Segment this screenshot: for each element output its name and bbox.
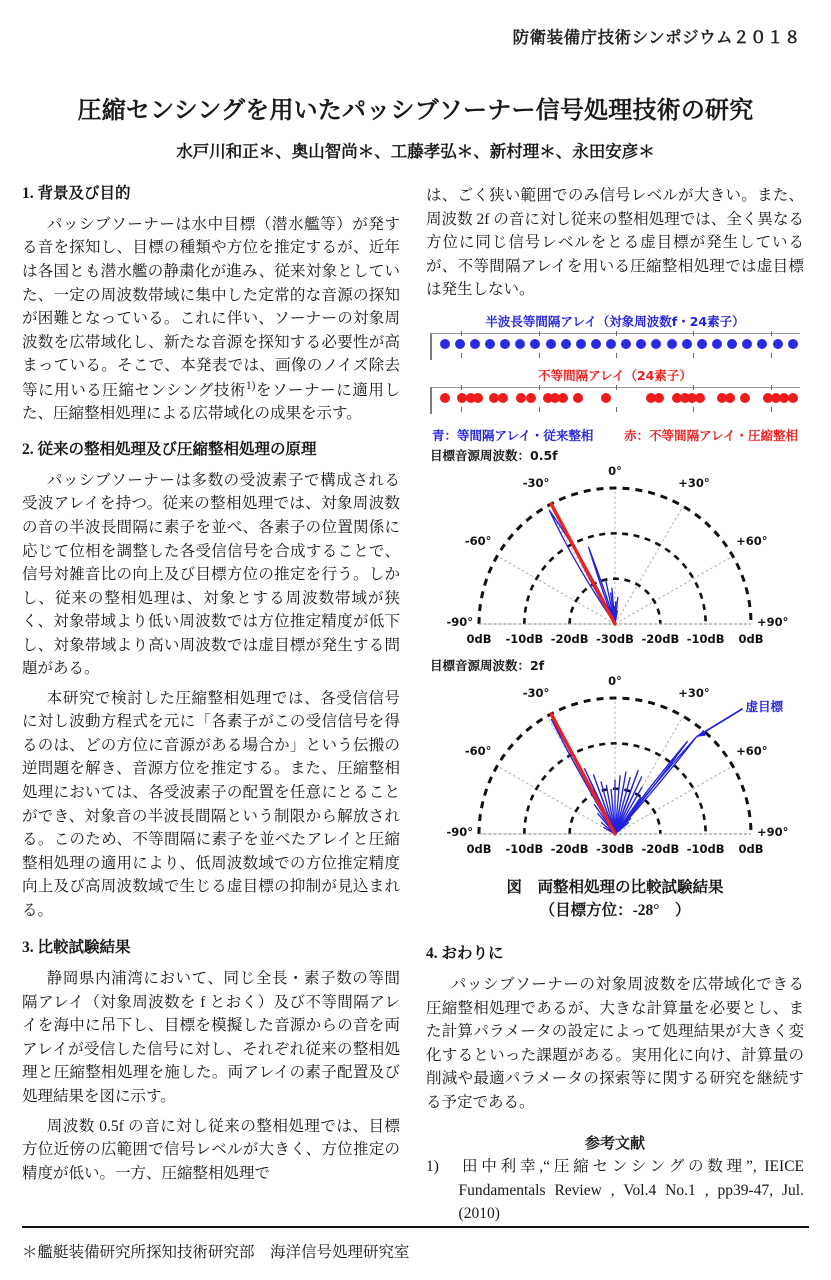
- section-1-heading: 1. 背景及び目的: [22, 185, 131, 202]
- reference-marker: 1): [246, 379, 256, 392]
- running-head: 防衛装備庁技術シンポジウム２０１８: [512, 28, 801, 47]
- array-element-dot: [757, 339, 767, 349]
- array-element-dot: [561, 339, 571, 349]
- svg-text:-90°: -90°: [446, 614, 473, 629]
- svg-text:+60°: +60°: [736, 533, 768, 548]
- section-3-paragraph-2: 周波数 0.5f の音に対し従来の整相処理では、目標方位近傍の広範囲で信号レベルが大きく、方位推定の精度が低い。一方、圧縮整相処理で: [22, 1117, 400, 1182]
- section-4-heading: 4. おわりに: [426, 945, 504, 963]
- figure-caption-line-1: 図 両整相処理の比較試験結果: [506, 878, 724, 896]
- array-element-dot: [788, 393, 798, 403]
- svg-text:-10dB: -10dB: [686, 631, 725, 646]
- array-ruler-tick: [693, 353, 694, 358]
- uniform-array-caption: 半波長等間隔アレイ（対象周波数f・24素子）: [485, 313, 745, 329]
- section-2-heading: 2. 従来の整相処理及び圧縮整相処理の原理: [22, 441, 317, 458]
- array-ruler-tick: [539, 331, 540, 336]
- array-element-dot: [651, 339, 661, 349]
- references-heading: 参考文献: [584, 1136, 645, 1153]
- array-ruler-tick: [693, 331, 694, 336]
- array-element-dot: [682, 339, 692, 349]
- svg-text:+30°: +30°: [678, 685, 710, 700]
- array-element-dot: [591, 339, 601, 349]
- array-element-dot: [516, 393, 526, 403]
- array-ruler-tick: [616, 331, 617, 336]
- reference-item-1: 1) 田中利幸,“圧縮センシングの数理”, IEICE Fundamentals Review , Vol.4 No.1 , pp39-47, Jul. (2010): [426, 1158, 804, 1222]
- array-element-dot: [788, 339, 798, 349]
- svg-text:+90°: +90°: [757, 824, 789, 839]
- nonuniform-array-caption: 不等間隔アレイ（24素子）: [538, 367, 692, 383]
- array-element-dot: [573, 393, 583, 403]
- figure-caption-line-2: （目標方位：-28° ）: [539, 901, 691, 919]
- array-ruler-tick: [771, 353, 772, 358]
- array-element-dot: [740, 393, 750, 403]
- array-element-dot: [440, 393, 450, 403]
- array-element-dot: [773, 339, 783, 349]
- svg-text:0dB: 0dB: [738, 631, 764, 646]
- svg-text:-20dB: -20dB: [641, 631, 680, 646]
- array-element-dot: [654, 393, 664, 403]
- svg-text:-20dB: -20dB: [550, 631, 589, 646]
- author-list: 水戸川和正＊、奥山智尚＊、工藤孝弘＊、新村理＊、永田安彦＊: [176, 142, 655, 161]
- array-element-dot: [515, 339, 525, 349]
- svg-text:-30°: -30°: [522, 685, 550, 700]
- array-element-dot: [455, 339, 465, 349]
- array-ruler-tick: [771, 407, 772, 412]
- legend-red-label: 赤：不等間隔アレイ・圧縮整相: [624, 427, 798, 443]
- svg-text:-30dB: -30dB: [596, 631, 634, 646]
- array-element-dot: [621, 339, 631, 349]
- svg-text:虚目標: 虚目標: [745, 698, 784, 714]
- uniform-array-diagram: [430, 333, 800, 360]
- array-element-dot: [470, 339, 480, 349]
- svg-text:-60°: -60°: [464, 533, 492, 548]
- array-element-dot: [500, 339, 510, 349]
- array-element-dot: [546, 339, 556, 349]
- array-element-dot: [473, 393, 483, 403]
- array-element-dot: [636, 339, 646, 349]
- array-element-dot: [498, 393, 508, 403]
- section-3-paragraph-1: 静岡県内浦湾において、同じ全長・素子数の等間隔アレイ（対象周波数を f とおく）及び不等間隔アレイを海中に吊下し、目標を模擬した音源からの音を両アレイが受信した信号に対し、それぞれ従来の整相処理と圧縮整相処理を施した。両アレイの素子配置及び処理結果を図に示す。: [22, 970, 400, 1105]
- array-ruler-tick: [693, 407, 694, 412]
- svg-text:-10dB: -10dB: [505, 631, 544, 646]
- right-column: [426, 184, 804, 1225]
- section-2-paragraph-2: 本研究で検討した圧縮整相処理では、各受信信号に対し波動方程式を元に「各素子がこの受信信号を得るのは、どの方位に音源がある場合か」という伝搬の逆問題を解き、音源方位を推定する。また、圧縮整相処理においては、各受波素子の配置を任意にとることができ、対象音の半波長間隔という制限から解放される。このため、不等間隔に素子を並べたアレイと圧縮整相処理の適用により、低周波数域での方位推定精度向上及び高周波数域で生じる虚目標の抑制が見込まれる。: [22, 689, 400, 919]
- svg-text:-10dB: -10dB: [505, 841, 544, 856]
- array-element-dot: [530, 339, 540, 349]
- array-ruler-tick: [461, 385, 462, 390]
- svg-text:-30dB: -30dB: [596, 841, 634, 856]
- section-2-paragraph-1: パッシブソーナーは多数の受波素子で構成される受波アレイを持つ。従来の整相処理では、対象周波数の音の半波長間隔に素子を並べ、各素子の位置関係に応じて位相を調整した各受信信号を合成することで、信号対雑音比の向上及び目標方位の推定を行う。しかし、従来の整相処理は、対象とする周波数帯域が狭く、対象帯域より低い周波数では方位推定精度が低下し、対象帯域より高い周波数では虚目標が発生する問題がある。: [22, 471, 400, 678]
- figure: [426, 312, 804, 923]
- plot-2-label: 目標音源周波数：2f: [430, 657, 545, 673]
- array-ruler-tick: [539, 353, 540, 358]
- page-title: 圧縮センシングを用いたパッシブソーナー信号処理技術の研究: [77, 98, 754, 124]
- svg-text:0dB: 0dB: [466, 841, 492, 856]
- polar-plot-1: [426, 464, 804, 652]
- svg-text:-90°: -90°: [446, 824, 473, 839]
- svg-text:0dB: 0dB: [466, 631, 492, 646]
- array-ruler-tick: [461, 407, 462, 412]
- array-element-dot: [485, 339, 495, 349]
- array-element-dot: [558, 393, 568, 403]
- svg-text:0°: 0°: [608, 673, 622, 688]
- section-3-heading: 3. 比較試験結果: [22, 939, 131, 957]
- svg-text:+60°: +60°: [736, 743, 768, 758]
- svg-text:0°: 0°: [608, 463, 622, 478]
- array-ruler-tick: [539, 407, 540, 412]
- array-ruler-tick: [616, 385, 617, 390]
- array-element-dot: [742, 339, 752, 349]
- footnote-divider: [22, 1226, 809, 1228]
- body-columns: [22, 184, 809, 1225]
- array-element-dot: [712, 339, 722, 349]
- array-ruler-tick: [693, 385, 694, 390]
- svg-text:+30°: +30°: [678, 475, 710, 490]
- array-ruler-tick: [616, 353, 617, 358]
- section-4-paragraph: パッシブソーナーの対象周波数を広帯域化できる圧縮整相処理であるが、大きな計算量を必要とし、また計算パラメータの設定によって処理結果が大きく変化するといった課題がある。実用化に向け、計算量の削減や最適パラメータの探索等に関する研究を継続する予定である。: [426, 976, 804, 1111]
- svg-text:+90°: +90°: [757, 614, 789, 629]
- svg-text:-60°: -60°: [464, 743, 492, 758]
- footnote-affiliation: ＊艦艇装備研究所探知技術研究部 海洋信号処理研究室: [22, 1244, 410, 1261]
- svg-text:-20dB: -20dB: [641, 841, 680, 856]
- array-ruler-tick: [771, 385, 772, 390]
- svg-text:-10dB: -10dB: [686, 841, 725, 856]
- left-column: [22, 184, 400, 1191]
- section-1-text: パッシブソーナーは水中目標（潜水艦等）が発する音を探知し、目標の種類や方位を推定するが、近年は各国とも潜水艦の静粛化が進み、従来対象としていた、一定の周波数帯域に集中した定常的な音源の探知が困難となっている。これに伴い、ソーナーの対象周波数を広帯域化し、新たな音源を探知する必要性が高まっている。そこで、本発表では、画像のノイズ除去等に用いる圧縮センシング技術: [22, 215, 400, 399]
- plot-1-label: 目標音源周波数：0.5f: [430, 447, 558, 463]
- array-ruler-tick: [616, 407, 617, 412]
- section-1-paragraph: [22, 213, 400, 426]
- array-element-dot: [576, 339, 586, 349]
- array-element-dot: [697, 339, 707, 349]
- array-ruler-tick: [771, 331, 772, 336]
- legend-blue-label: 青：等間隔アレイ・従来整相: [432, 427, 594, 443]
- figure-caption: [426, 876, 804, 923]
- svg-text:-30°: -30°: [522, 475, 550, 490]
- svg-text:0dB: 0dB: [738, 841, 764, 856]
- nonuniform-array-diagram: [430, 387, 800, 414]
- array-element-dot: [601, 393, 611, 403]
- array-element-dot: [725, 393, 735, 403]
- svg-text:-20dB: -20dB: [550, 841, 589, 856]
- array-ruler-tick: [461, 353, 462, 358]
- polar-plot-1-svg: [426, 464, 804, 652]
- array-ruler-tick: [539, 385, 540, 390]
- array-element-dot: [667, 339, 677, 349]
- array-element-dot: [606, 339, 616, 349]
- polar-plot-2-svg: [426, 674, 804, 862]
- polar-plot-2: [426, 674, 804, 862]
- array-element-dot: [695, 393, 705, 403]
- array-element-dot: [440, 339, 450, 349]
- array-element-dot: [526, 393, 536, 403]
- continuation-paragraph: は、ごく狭い範囲でのみ信号レベルが大きい。また、周波数 2f の音に対し従来の整相処理では、全く異なる方位に同じ信号レベルをとる虚目標が発生しているが、不等間隔アレイを用いる圧縮整相処理では虚目標は発生しない。: [426, 187, 804, 299]
- array-ruler-tick: [461, 331, 462, 336]
- section-1-text-tail: をソーナーに適用した、圧縮整相処理による広帯域化の成果を示す。: [22, 381, 400, 423]
- figure-legend: [432, 426, 798, 444]
- array-element-dot: [727, 339, 737, 349]
